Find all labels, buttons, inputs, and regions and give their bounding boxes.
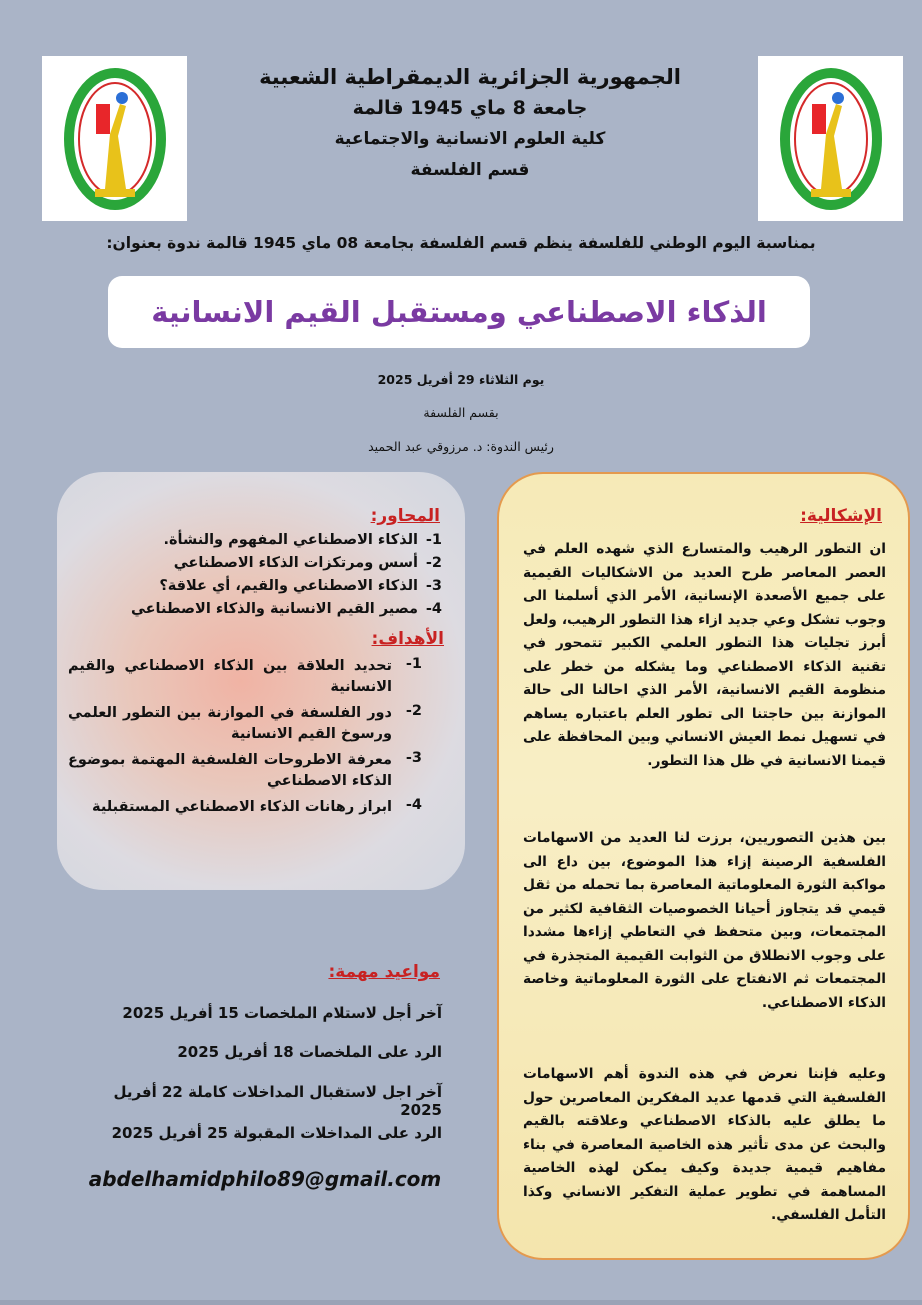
contact-email[interactable]: abdelhamidphilo89@gmail.com [88,1167,442,1191]
university-name: جامعة 8 ماي 1945 قالمة [352,97,588,119]
event-place: بقسم الفلسفة [423,405,499,420]
event-chair: رئيس الندوة: د. مرزوقي عبد الحميد [368,439,554,454]
reply-papers: الرد على المداخلات المقبولة 25 أفريل 2025 [111,1124,442,1142]
problem-paragraph-2: بين هذين التصوريين، برزت لنا العديد من الاسهامات الفلسفية الرصينة إزاء هذا الموضوع، بين داع الى مواكبة الثورة المعلوماتية المعاصرة بما تحمله من ثقل قيمي قد يتجاوز أحيانا الخصوصيات الثقافية لكثير من المجتمعات، وبين متحفظ في التعاطي إزاءها مشددا على وجوب الانطلاق من الثوابت القيمية المتجذرة في المجتمعات ثم الانفتاح على الثورة المعلوماتية وخاصة الذكاء الاصطناعي. [523,830,886,1011]
list-item: 2- أسس ومرتكزات الذكاء الاصطناعي [173,554,442,571]
axes-heading: المحاور: [370,506,440,526]
list-item: 1- تحديد العلاقة بين الذكاء الاصطناعي والقيم الانسانية [68,656,422,695]
goals-list [68,656,422,823]
dates-heading: مواعيد مهمة: [328,962,440,982]
institution-header [200,62,740,186]
problem-heading: الإشكالية: [800,506,882,526]
list-item: 2- دور الفلسفة في الموازنة بين التطور العلمي ورسوخ القيم الانسانية [68,703,422,742]
seminar-title: الذكاء الاصطناعي ومستقبل القيم الانسانية [151,295,767,329]
deadline-papers: آخر اجل لاستقبال المداخلات كاملة 22 أفريل 2025 [113,1083,442,1119]
intro-text: بمناسبة اليوم الوطني للفلسفة ينظم قسم الفلسفة بجامعة 08 ماي 1945 قالمة ندوة بعنوان: [106,234,816,252]
title-box [108,276,810,348]
university-logo-icon [60,64,170,214]
list-item: 1- الذكاء الاصطناعي المفهوم والنشأة. [163,531,442,548]
event-date: يوم الثلاثاء 29 أفريل 2025 [377,372,545,387]
reply-abstracts: الرد على الملخصات 18 أفريل 2025 [177,1043,442,1061]
deadline-abstracts: آخر أجل لاستلام الملخصات 15 أفريل 2025 [122,1004,442,1022]
university-logo-left [42,56,187,221]
department-name: قسم الفلسفة [410,160,530,180]
axes-list [80,528,442,620]
problem-paragraph-3: وعليه فإننا نعرض في هذه الندوة أهم الاسهامات الفلسفية التي قدمها عديد المفكرين المعاصرين حول ما يطلق عليه بالذكاء الاصطناعي وعلاقته بالقيم والبحث عن مدى تأثير هذه الخاصية المعاصرة في بناء مفاهيم قيمية جديدة وكيف يمكن لهذه الخاصية المساهمة في تطوير عملية التفكير الانساني وكذا التأمل الفلسفي. [523,1066,886,1223]
list-item: 4- مصير القيم الانسانية والذكاء الاصطناعي [130,600,442,617]
list-item: 3- الذكاء الاصطناعي والقيم، أي علاقة؟ [159,577,442,594]
list-item: 3- معرفة الاطروحات الفلسفية المهتمة بموضوع الذكاء الاصطناعي [68,750,422,789]
faculty-name: كلية العلوم الانسانية والاجتماعية [334,129,606,149]
list-item: 4- ابراز رهانات الذكاء الاصطناعي المستقبلية [92,797,422,815]
university-logo-right [758,56,903,221]
bottom-divider [0,1300,922,1305]
university-logo-icon [776,64,886,214]
problem-paragraph-1: ان التطور الرهيب والمتسارع الذي شهده العلم في العصر المعاصر طرح العديد من الاشكاليات القيمية على جميع الأصعدة الإنسانية، الأمر الذي أسلمنا الى وجوب تشكل وعي جديد ازاء هذا التطور الرهيب، ولعل أبرز تجليات هذا التطور العلمي الكبير تتمحور في تقنية الذكاء الاصطناعي وما يشكله من خطر على منظومة القيم الانسانية، الأمر الذي احالنا الى حالة الموازنة بين حاجتنا الى تطور العلم باعتباره يساهم في تسهيل نمط العيش الانساني وبين المحافظة على قيمنا الانسانية في ظل هذا التطور. [523,541,886,769]
republic-name: الجمهورية الجزائرية الديمقراطية الشعبية [259,65,681,89]
goals-heading: الأهداف: [371,629,444,649]
